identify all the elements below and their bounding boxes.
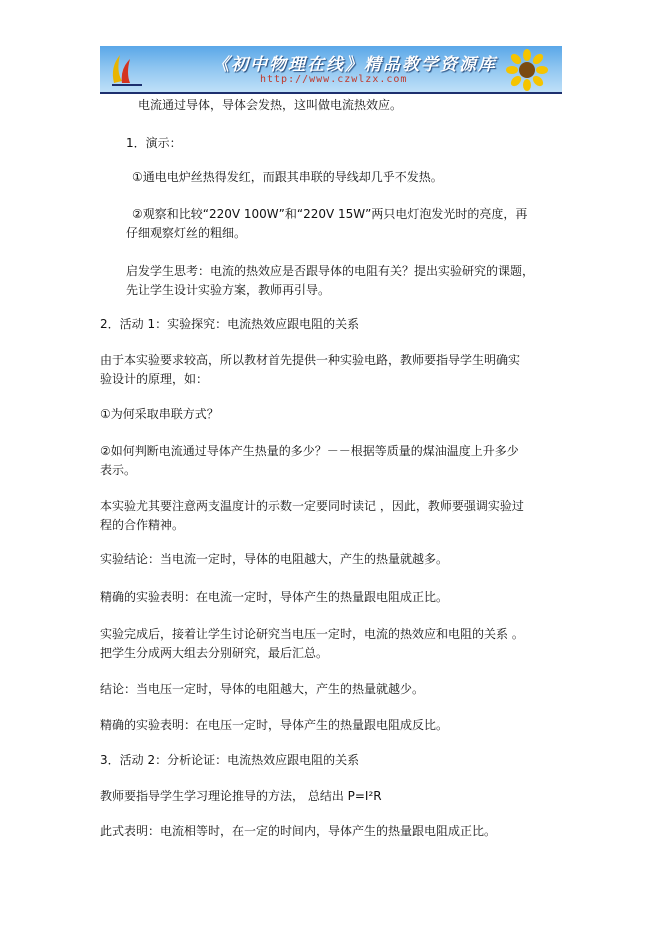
header-url[interactable]: http://www.czwlzx.com xyxy=(260,74,408,85)
paragraph: 先让学生设计实验方案，教师再引导。 xyxy=(126,283,331,297)
paragraph: 1．演示： xyxy=(126,136,182,150)
paragraph: 精确的实验表明：在电流一定时，导体产生的热量跟电阻成正比。 xyxy=(100,590,449,604)
paragraph: 实验完成后，接着让学生讨论研究当电压一定时，电流的热效应和电阻的关系 。 xyxy=(100,627,524,641)
paragraph: 实验结论：当电流一定时，导体的电阻越大，产生的热量就越多。 xyxy=(100,552,449,566)
paragraph: ①为何采取串联方式？ xyxy=(100,407,219,421)
paragraph: 结论：当电压一定时，导体的电阻越大，产生的热量就越少。 xyxy=(100,682,425,696)
paragraph: 仔细观察灯丝的粗细。 xyxy=(126,226,247,240)
section-heading: 2．活动 1：实验探究：电流热效应跟电阻的关系 xyxy=(100,317,360,331)
paragraph: 验设计的原理，如： xyxy=(100,372,209,386)
paragraph: 表示。 xyxy=(100,463,137,477)
paragraph: 把学生分成两大组去分别研究，最后汇总。 xyxy=(100,646,329,660)
section-heading: 3．活动 2：分析论证：电流热效应跟电阻的关系 xyxy=(100,753,360,767)
paragraph: ②如何判断电流通过导体产生热量的多少？－－根据等质量的煤油温度上升多少 xyxy=(100,444,519,458)
paragraph: 由于本实验要求较高，所以教材首先提供一种实验电路，教师要指导学生明确实 xyxy=(100,353,521,367)
paragraph: 此式表明：电流相等时，在一定的时间内，导体产生的热量跟电阻成正比。 xyxy=(100,824,497,838)
paragraph: 教师要指导学生学习理论推导的方法， 总结出 P=I²R xyxy=(100,789,382,803)
paragraph: 启发学生思考：电流的热效应是否跟导体的电阻有关？提出实验研究的课题， xyxy=(126,264,535,278)
paragraph: ②观察和比较“220V 100W”和“220V 15W”两只电灯泡发光时的亮度，再 xyxy=(132,207,528,221)
paragraph: ①通电电炉丝热得发红，而跟其串联的导线却几乎不发热。 xyxy=(132,170,443,184)
paragraph: 精确的实验表明：在电压一定时，导体产生的热量跟电阻成反比。 xyxy=(100,718,449,732)
header-title: 《初中物理在线》精品教学资源库 xyxy=(212,55,497,75)
paragraph: 程的合作精神。 xyxy=(100,518,185,532)
paragraph: 本实验尤其要注意两支温度计的示数一定要同时读记 ，因此，教师要强调实验过 xyxy=(100,499,524,513)
paragraph: 电流通过导体，导体会发热，这叫做电流热效应。 xyxy=(138,98,403,112)
